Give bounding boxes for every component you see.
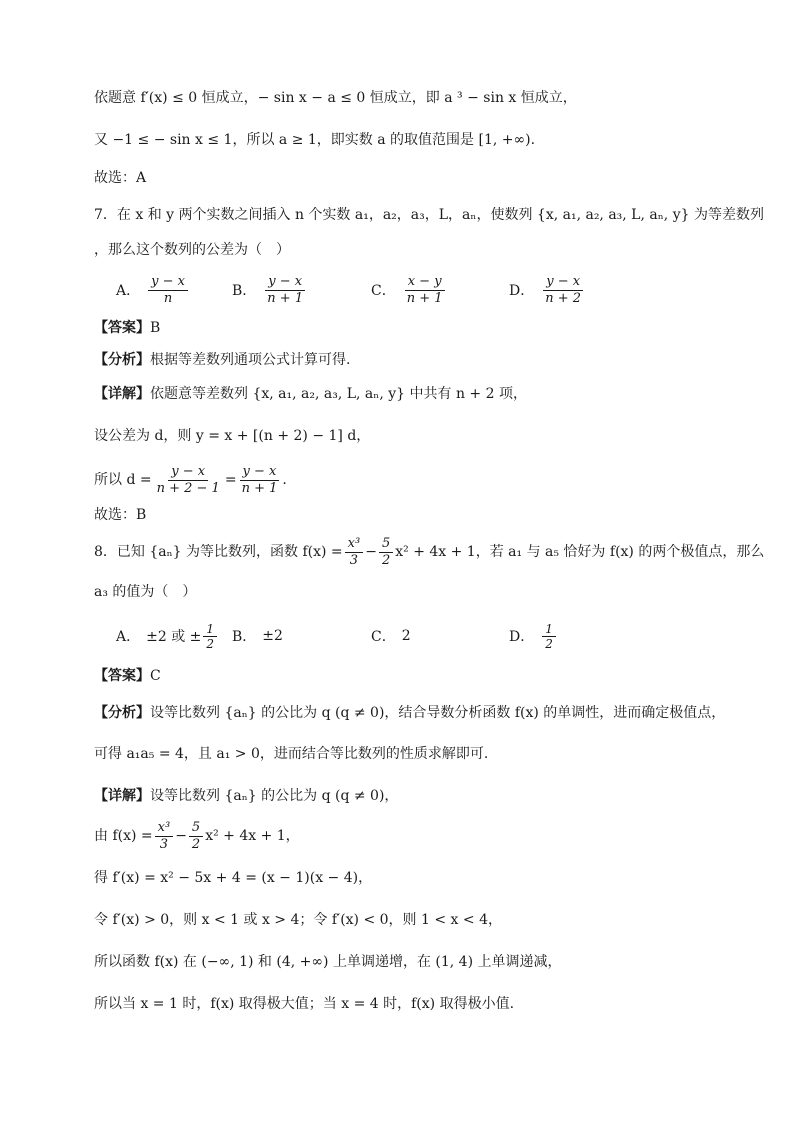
text-line-2: 又 −1 ≤ − sin x ≤ 1，所以 a ≥ 1，即实数 a 的取值范围是 [1, +∞). (94, 132, 536, 148)
fraction-denominator: 2 (206, 636, 215, 651)
option-7-b (232, 270, 308, 310)
equals-sign: = (224, 472, 237, 488)
fraction-denominator: 2 (381, 552, 391, 568)
step-suffix: x² + 4x + 1， (205, 828, 300, 844)
solution-7-step-2 (94, 460, 734, 500)
text-line-3: 故选：A (94, 170, 147, 186)
analysis-text: 设等比数列 {aₙ} 的公比为 q (q ≠ 0)，结合导数分析函数 f(x) 的单调性，进而确定极值点， (150, 705, 726, 721)
option-fraction (148, 274, 188, 307)
analysis-text: 根据等差数列通项公式计算可得. (150, 352, 351, 368)
option-fraction (203, 622, 217, 651)
option-label: A． (116, 283, 141, 299)
question-8-stem (94, 532, 765, 572)
option-8-c (371, 616, 411, 656)
option-label: D． (509, 283, 535, 299)
solution-8-step-4: 所以函数 f(x) 在 (−∞, 1) 和 (4, +∞) 上单调递增，在 (1, 4) 上单调递减， (94, 954, 562, 970)
analysis-8 (94, 703, 734, 723)
fraction-denominator: n + 2 − 1 (156, 480, 220, 496)
option-8-a (116, 616, 219, 656)
fraction-numerator: x − y (405, 274, 445, 291)
stem-prefix: 8．已知 {aₙ} 为等比数列，函数 f(x) = (94, 544, 343, 560)
fraction-denominator: 2 (191, 836, 201, 852)
fraction-denominator: n + 1 (241, 480, 278, 496)
text-line-1: 依题意 f′(x) ≤ 0 恒成立，− sin x − a ≤ 0 恒成立，即 a ³ − sin x 恒成立， (94, 90, 577, 106)
solution-8-step-2: 得 f′(x) = x² − 5x + 4 = (x − 1)(x − 4)， (94, 870, 373, 886)
solution-7-choice: 故选：B (94, 507, 147, 523)
step-fraction-2 (239, 464, 281, 497)
fraction-numerator: 1 (203, 622, 217, 637)
question-8-options (116, 616, 736, 656)
answer-tag: 【答案】 (94, 668, 150, 684)
step-prefix: 所以 d = (94, 472, 152, 488)
option-8-b (232, 616, 283, 656)
option-label: B． (232, 283, 257, 299)
step-fraction-b (189, 820, 203, 853)
solution-8-step-3: 令 f′(x) > 0，则 x < 1 或 x > 4；令 f′(x) < 0，则 1 < x < 4， (94, 912, 502, 928)
minus-sign: − (175, 828, 187, 844)
option-fraction (542, 274, 584, 307)
option-text: 2 (401, 628, 411, 644)
option-label: C． (371, 629, 396, 645)
fraction-numerator: x³ (155, 820, 174, 837)
fraction-numerator: 1 (542, 622, 556, 637)
stem-suffix: x² + 4x + 1，若 a₁ 与 a₅ 恰好为 f(x) 的两个极值点，那么 (395, 544, 765, 560)
option-label: A． (116, 629, 141, 645)
fraction-denominator: 2 (545, 636, 553, 651)
answer-value: C (150, 668, 161, 684)
option-label: B． (232, 629, 257, 645)
fraction-denominator: n + 1 (406, 290, 443, 306)
option-7-c (371, 270, 448, 310)
option-fraction (404, 274, 446, 307)
answer-8 (94, 666, 734, 686)
question-7-stem-cont: ，那么这个数列的公差为（ ） (94, 242, 290, 258)
answer-7 (94, 318, 734, 338)
option-fraction (542, 622, 556, 651)
option-8-d (509, 616, 558, 656)
option-7-d (509, 270, 586, 310)
detail-tag: 【详解】 (94, 386, 150, 402)
fraction-denominator: n + 2 (545, 290, 582, 306)
option-7-a (116, 270, 190, 310)
detail-text: 设等比数列 {aₙ} 的公比为 q (q ≠ 0)， (150, 788, 399, 804)
fraction-numerator: y − x (148, 274, 188, 291)
detail-text: 依题意等差数列 {x, a₁, a₂, a₃, L, aₙ, y} 中共有 n + 2 项， (150, 386, 527, 402)
solution-8-step-5: 所以当 x = 1 时，f(x) 取得极大值；当 x = 4 时，f(x) 取得极小值. (94, 996, 515, 1012)
answer-value: B (150, 320, 161, 336)
fraction-denominator: 3 (159, 836, 169, 852)
option-label: C． (371, 283, 396, 299)
fraction-denominator: n (163, 290, 173, 306)
question-7-stem: 7．在 x 和 y 两个实数之间插入 n 个实数 a₁，a₂，a₃，L，aₙ，使数列 {x, a₁, a₂, a₃, L, aₙ, y} 为等差数列 (94, 207, 764, 223)
detail-8 (94, 786, 734, 806)
step-fraction-a (155, 820, 174, 853)
detail-tag: 【详解】 (94, 788, 150, 804)
option-text: ±2 或 ± (146, 629, 202, 645)
analysis-7 (94, 350, 734, 370)
stem-fraction-b (379, 536, 393, 569)
step-fraction-1 (154, 464, 223, 497)
fraction-numerator: y − x (240, 464, 280, 481)
stem-fraction-a (345, 536, 364, 569)
answer-tag: 【答案】 (94, 320, 150, 336)
step-suffix: . (282, 472, 287, 488)
fraction-numerator: y − x (168, 464, 208, 481)
analysis-tag: 【分析】 (94, 705, 150, 721)
fraction-numerator: y − x (543, 274, 583, 291)
step-prefix: 由 f(x) = (94, 828, 153, 844)
option-fraction (264, 274, 306, 307)
question-7-options (116, 270, 736, 310)
option-text: ±2 (262, 628, 283, 644)
fraction-numerator: x³ (345, 536, 364, 553)
analysis-tag: 【分析】 (94, 352, 150, 368)
option-label: D． (509, 629, 535, 645)
analysis-8-cont: 可得 a₁a₅ = 4，且 a₁ > 0，进而结合等比数列的性质求解即可. (94, 746, 489, 762)
solution-8-step-1 (94, 816, 734, 856)
fraction-denominator: 3 (349, 552, 359, 568)
solution-7-step-1: 设公差为 d，则 y = x + [(n + 2) − 1] d， (94, 428, 371, 444)
question-8-stem-cont: a₃ 的值为（ ） (94, 584, 197, 600)
fraction-numerator: 5 (379, 536, 393, 553)
fraction-numerator: y − x (265, 274, 305, 291)
fraction-numerator: 5 (189, 820, 203, 837)
detail-7 (94, 384, 734, 404)
fraction-denominator: n + 1 (267, 290, 304, 306)
minus-sign: − (365, 544, 377, 560)
